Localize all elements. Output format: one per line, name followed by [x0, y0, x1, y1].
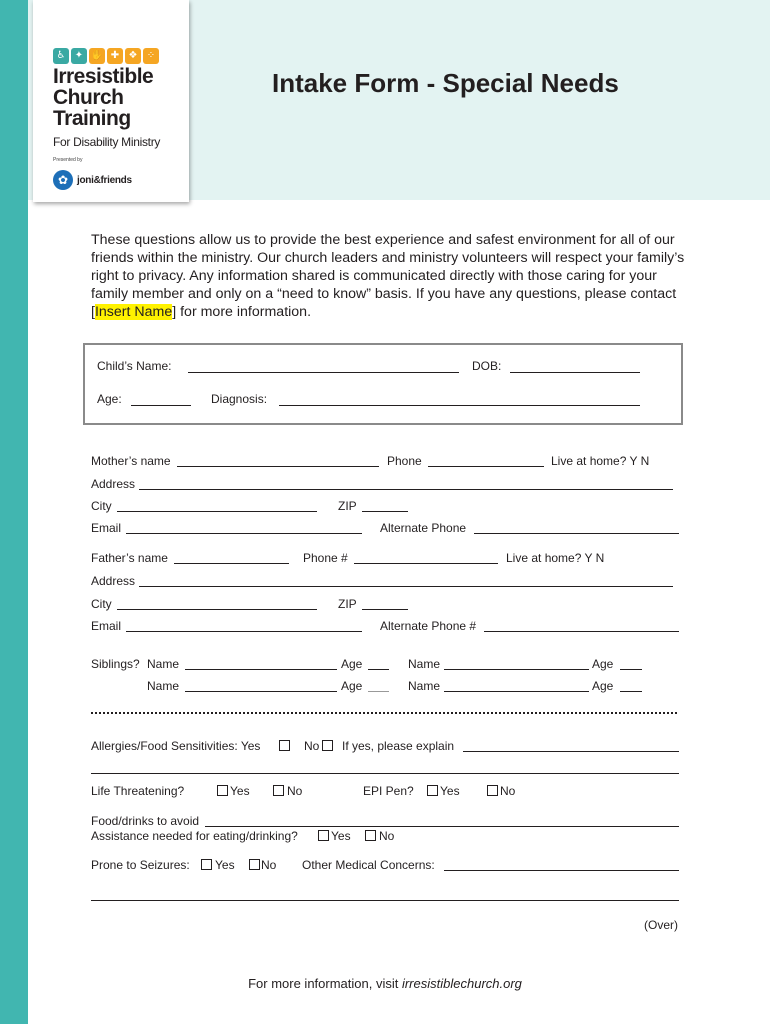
- fathers-name-field[interactable]: [174, 563, 289, 564]
- logo-subtitle: For Disability Ministry: [53, 135, 161, 149]
- father-phone-field[interactable]: [354, 563, 498, 564]
- allergies-explain-field-2[interactable]: [91, 773, 679, 774]
- diagnosis-label: Diagnosis:: [211, 392, 268, 406]
- mother-address-label: Address: [91, 477, 136, 491]
- sign-icon: ❖: [125, 48, 141, 64]
- age-label: Age:: [97, 392, 122, 406]
- allergies-label: Allergies/Food Sensitivities: Yes: [91, 739, 261, 753]
- father-zip-label: ZIP: [338, 597, 357, 611]
- mothers-name-field[interactable]: [177, 466, 379, 467]
- food-avoid-label: Food/drinks to avoid: [91, 814, 200, 828]
- insert-name-highlight: Insert Name: [94, 304, 173, 320]
- sibling-4-age-label: Age: [592, 679, 614, 693]
- fathers-name-label: Father’s name: [91, 551, 168, 565]
- life-threatening-no-label: No: [287, 784, 303, 798]
- epi-pen-no-checkbox[interactable]: [487, 785, 498, 796]
- over-note: (Over): [644, 918, 678, 932]
- other-medical-label: Other Medical Concerns:: [302, 858, 435, 872]
- father-address-label: Address: [91, 574, 136, 588]
- childs-name-field[interactable]: [188, 372, 459, 373]
- father-email-label: Email: [91, 619, 122, 633]
- other-medical-field-2[interactable]: [91, 900, 679, 901]
- sibling-3-age-label: Age: [341, 679, 363, 693]
- intro-paragraph: These questions allow us to provide the best experience and safest environment for all of our friends within the ministry. Our church leaders and ministry volunteers will respect your family’s right to privacy. Any information shared is communicated directly with those caring for your family member and only on a “need to know” basis. If you have any questions, please contact [Insert Name] for more information.: [91, 232, 685, 320]
- sibling-1-age-field[interactable]: [368, 669, 389, 670]
- sibling-2-name-field[interactable]: [444, 669, 589, 670]
- sibling-4-name-label: Name: [408, 679, 441, 693]
- father-city-field[interactable]: [117, 609, 317, 610]
- life-threatening-label: Life Threatening?: [91, 784, 185, 798]
- sibling-2-age-label: Age: [592, 657, 614, 671]
- father-address-field[interactable]: [139, 586, 673, 587]
- seizures-yes-label: Yes: [215, 858, 235, 872]
- assistance-no-checkbox[interactable]: [365, 830, 376, 841]
- mother-phone-field[interactable]: [428, 466, 544, 467]
- sibling-2-name-label: Name: [408, 657, 441, 671]
- mothers-name-label: Mother’s name: [91, 454, 171, 468]
- wheelchair-icon: ♿: [53, 48, 69, 64]
- allergies-explain-label: If yes, please explain: [342, 739, 455, 753]
- teal-side-bar: [0, 0, 28, 1024]
- child-info-box: [83, 343, 683, 425]
- allergies-no-label: No: [304, 739, 320, 753]
- father-alt-phone-label: Alternate Phone #: [380, 619, 477, 633]
- assistance-yes-label: Yes: [331, 829, 351, 843]
- mother-phone-label: Phone: [387, 454, 422, 468]
- mother-city-field[interactable]: [117, 511, 317, 512]
- diagnosis-field[interactable]: [279, 405, 640, 406]
- sibling-2-age-field[interactable]: [620, 669, 642, 670]
- other-medical-field[interactable]: [444, 870, 679, 871]
- walking-icon: ✦: [71, 48, 87, 64]
- father-zip-field[interactable]: [362, 609, 408, 610]
- logo-card: [33, 0, 189, 202]
- life-threatening-yes-label: Yes: [230, 784, 250, 798]
- mother-email-field[interactable]: [126, 533, 362, 534]
- mother-zip-field[interactable]: [362, 511, 408, 512]
- mother-address-field[interactable]: [139, 489, 673, 490]
- seizures-label: Prone to Seizures:: [91, 858, 190, 872]
- epi-pen-yes-checkbox[interactable]: [427, 785, 438, 796]
- page-title: Intake Form - Special Needs: [272, 68, 619, 98]
- assistance-label: Assistance needed for eating/drinking?: [91, 829, 298, 843]
- allergies-no-checkbox[interactable]: [322, 740, 333, 751]
- age-field[interactable]: [131, 405, 191, 406]
- food-avoid-field[interactable]: [205, 826, 679, 827]
- mother-email-label: Email: [91, 521, 122, 535]
- sibling-4-age-field[interactable]: [620, 691, 642, 692]
- life-threatening-no-checkbox[interactable]: [273, 785, 284, 796]
- assistance-no-label: No: [379, 829, 395, 843]
- mother-city-label: City: [91, 499, 112, 513]
- epi-pen-no-label: No: [500, 784, 516, 798]
- disability-icons: [53, 48, 159, 64]
- childs-name-label: Child’s Name:: [97, 359, 172, 373]
- father-alt-phone-field[interactable]: [484, 631, 679, 632]
- assistance-yes-checkbox[interactable]: [318, 830, 329, 841]
- joni-friends-icon: ✿: [53, 170, 73, 190]
- seizures-yes-checkbox[interactable]: [201, 859, 212, 870]
- mother-zip-label: ZIP: [338, 499, 357, 513]
- father-phone-label: Phone #: [303, 551, 348, 565]
- seizures-no-label: No: [261, 858, 277, 872]
- sibling-4-name-field[interactable]: [444, 691, 589, 692]
- puzzle-icon: ✚: [107, 48, 123, 64]
- sibling-3-name-label: Name: [147, 679, 180, 693]
- siblings-label: Siblings?: [91, 657, 140, 671]
- presented-by: Presented by: [53, 157, 83, 163]
- epi-pen-yes-label: Yes: [440, 784, 460, 798]
- father-email-field[interactable]: [126, 631, 362, 632]
- father-city-label: City: [91, 597, 112, 611]
- braille-icon: ⁘: [143, 48, 159, 64]
- epi-pen-label: EPI Pen?: [363, 784, 414, 798]
- life-threatening-yes-checkbox[interactable]: [217, 785, 228, 796]
- footer-website-link[interactable]: irresistiblechurch.org: [401, 976, 522, 991]
- mother-live-at-home[interactable]: Live at home? Y N: [551, 454, 650, 468]
- hands-icon: ✋: [89, 48, 105, 64]
- dob-field[interactable]: [510, 372, 640, 373]
- footer-info: For more information, visit irresistiblechurch.org: [248, 976, 522, 991]
- logo-title: Irresistible Church Training: [53, 65, 154, 130]
- dotted-divider: [91, 712, 677, 714]
- mother-alt-phone-field[interactable]: [474, 533, 679, 534]
- sibling-1-name-field[interactable]: [185, 669, 337, 670]
- seizures-no-checkbox[interactable]: [249, 859, 260, 870]
- allergies-explain-field[interactable]: [463, 751, 679, 752]
- sibling-1-age-label: Age: [341, 657, 363, 671]
- partner-logo: ✿ joni&friends: [53, 170, 132, 190]
- sibling-3-age-field[interactable]: [368, 691, 389, 692]
- sibling-3-name-field[interactable]: [185, 691, 337, 692]
- sibling-1-name-label: Name: [147, 657, 180, 671]
- dob-label: DOB:: [472, 359, 502, 373]
- allergies-yes-checkbox[interactable]: [279, 740, 290, 751]
- father-live-at-home[interactable]: Live at home? Y N: [506, 551, 605, 565]
- mother-alt-phone-label: Alternate Phone: [380, 521, 467, 535]
